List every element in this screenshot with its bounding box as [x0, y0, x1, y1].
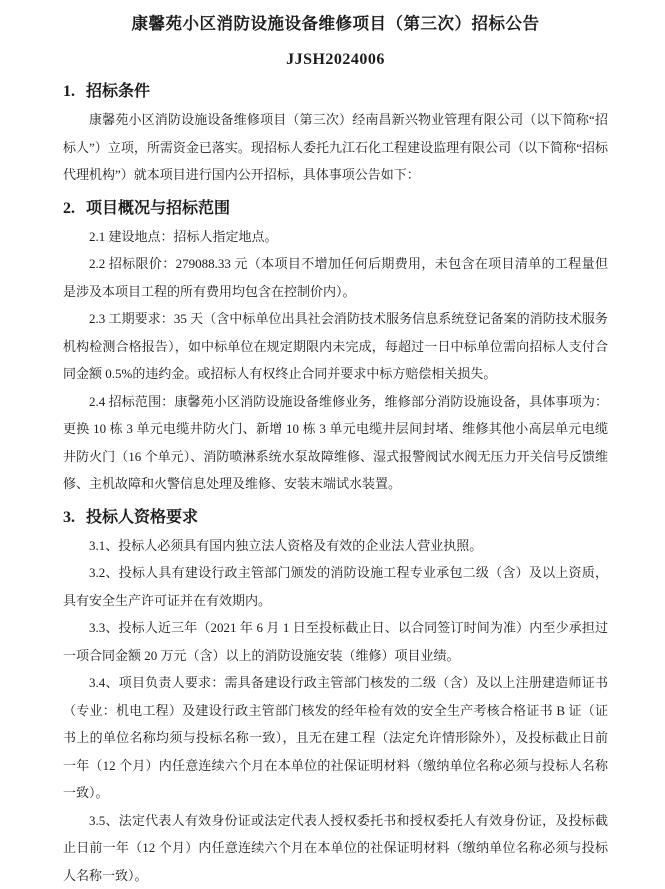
para-3-4: 3.4、项目负责人要求：需具备建设行政主管部门核发的二级（含）及以上注册建造师证书（专业：机电工程）及建设行政主管部门核发的经年检有效的安全生产考核合格证书 B 证（证书上的单位名称均须与投标名称一致），且无在建工程（法定允许情形除外），及投标截止日前一年（12 个月）内任意连续六个月在本单位的社保证明材料（缴纳单位名称必须与投标人名称一致）。 [63, 669, 608, 807]
para-2-1: 2.1 建设地点：招标人指定地点。 [63, 223, 608, 251]
para-1-1: 康馨苑小区消防设施设备维修项目（第三次）经南昌新兴物业管理有限公司（以下简称“招标人”）立项，所需资金已落实。现招标人委托九江石化工程建设监理有限公司（以下简称“招标代理机构”）就本项目进行国内公开招标，具体事项公告如下： [63, 106, 608, 189]
para-3-3: 3.3、投标人近三年（2021 年 6 月 1 日至投标截止日、以合同签订时间为准）内至少承担过一项合同金额 20 万元（含）以上的消防设施安装（维修）项目业绩。 [63, 614, 608, 669]
section-1-title: 招标条件 [86, 78, 150, 106]
para-3-1: 3.1、投标人必须具有国内独立法人资格及有效的企业法人营业执照。 [63, 532, 608, 560]
para-2-3: 2.3 工期要求：35 天（含中标单位出具社会消防技术服务信息系统登记备案的消防技术服务机构检测合格报告），如中标单位在规定期限内未完成，每超过一日中标单位需向招标人支付合同金额 0.5%的违约金。或招标人有权终止合同并要求中标方赔偿相关损失。 [63, 305, 608, 388]
section-1-tender-conditions [63, 78, 608, 189]
section-2-number: 2. [63, 195, 75, 223]
document-title: 康馨苑小区消防设施设备维修项目（第三次）招标公告 [63, 12, 608, 36]
section-3-number: 3. [63, 504, 75, 532]
section-2-heading [63, 195, 608, 223]
para-3-2: 3.2、投标人具有建设行政主管部门颁发的消防设施工程专业承包二级（含）及以上资质，具有安全生产许可证并在有效期内。 [63, 559, 608, 614]
section-2-title: 项目概况与招标范围 [86, 195, 230, 223]
section-3-title: 投标人资格要求 [86, 504, 198, 532]
section-3-bidder-qualifications [63, 504, 608, 889]
para-3-5: 3.5、法定代表人有效身份证或法定代表人授权委托书和授权委托人有效身份证，及投标截止日前一年（12 个月）内任意连续六个月在本单位的社保证明材料（缴纳单位名称必须与投标人名称一致）。 [63, 807, 608, 889]
para-2-4: 2.4 招标范围：康馨苑小区消防设施设备维修业务，维修部分消防设施设备，具体事项为：更换 10 栋 3 单元电缆井防火门、新增 10 栋 3 单元电缆井层间封堵、维修其他小高层单元电缆井防火门（16 个单元）、消防喷淋系统水泵故障维修、湿式报警阀试水阀无压力开关信号反馈维修、主机故障和火警信息处理及维修、安装末端试水装置。 [63, 388, 608, 498]
section-1-heading [63, 78, 608, 106]
section-1-number: 1. [63, 78, 75, 106]
section-3-heading [63, 504, 608, 532]
para-2-2: 2.2 招标限价：279088.33 元（本项目不增加任何后期费用，未包含在项目清单的工程量但是涉及本项目工程的所有费用均包含在控制价内）。 [63, 250, 608, 305]
section-2-project-overview [63, 195, 608, 498]
document-number: JJSH2024006 [63, 48, 608, 72]
